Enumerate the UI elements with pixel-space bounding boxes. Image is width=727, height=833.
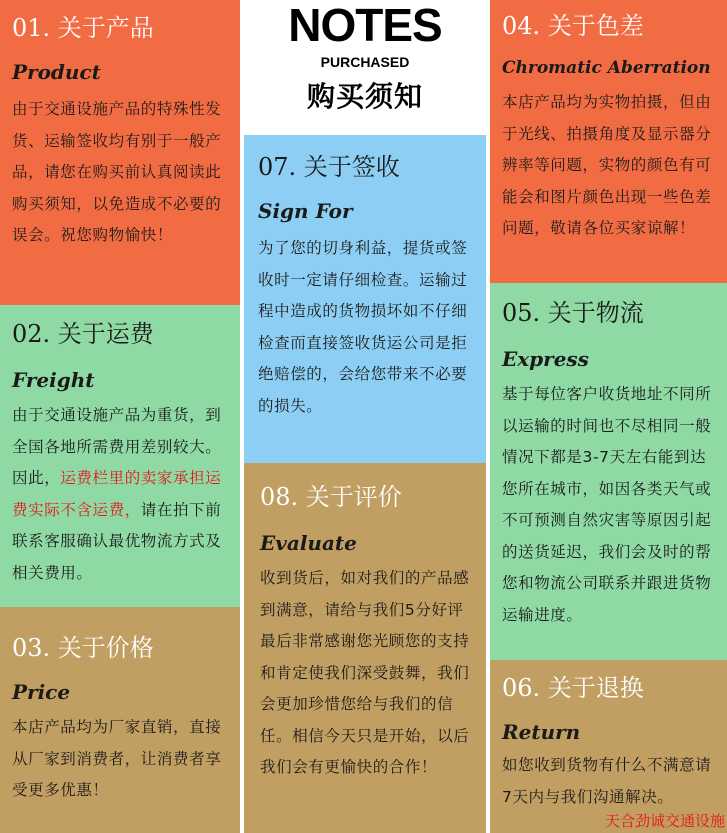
card-body: 本店产品均为实物拍摄，但由于光线、拍摄角度及显示器分辨率等问题，实物的颜色有可能会和图片颜色出现一些色差问题，敬请各位买家谅解！ (502, 93, 712, 237)
card-heading: 03. 关于价格 (12, 634, 154, 662)
card-english-title: Sign For (258, 199, 353, 223)
title-block (244, 0, 486, 135)
purchased-subtitle: PURCHASED (320, 54, 410, 70)
card-heading: 02. 关于运费 (12, 320, 154, 348)
card-body: 基于每位客户收货地址不同所以运输的时间也不尽相同一般情况下都是3-7天左右能到达您所在城市，如因各类天气或不可预测自然灾害等原因引起的送货延迟，我们会及时的帮您和物流公司联系并跟进货物运输进度。 (502, 385, 712, 624)
card-english-title: Freight (12, 368, 95, 392)
card-heading: 08. 关于评价 (260, 483, 402, 511)
card-express (490, 283, 727, 660)
notes-title: NOTES (288, 0, 442, 51)
card-heading: 07. 关于签收 (258, 153, 400, 181)
card-body: 如您收到货物有什么不满意请7天内与我们沟通解决。 (502, 756, 712, 806)
body-text: 由于交通设施产品为重货，到全国各地所需费用差别较大。因此， (12, 406, 222, 487)
card-english-title: Chromatic Aberration (502, 58, 711, 78)
card-freight (0, 305, 240, 607)
card-heading: 06. 关于退换 (502, 674, 644, 702)
card-sign-for (244, 135, 486, 463)
watermark: 天合劲诚交通设施 (604, 812, 725, 830)
card-heading: 04. 关于色差 (502, 12, 644, 40)
card-english-title: Evaluate (260, 531, 357, 555)
card-body: 收到货后，如对我们的产品感到满意，请给与我们5分好评最后非常感谢您光顾您的支持和肯定使我们深受鼓舞，我们会更加珍惜您给与我们的信任。相信今天只是开始，以后我们会有更愉快的合作！ (260, 569, 470, 776)
card-price (0, 607, 240, 833)
body-text: 请在拍下前联系客服确认最优物流方式及相关费用。 (12, 500, 222, 582)
card-english-title: Return (502, 720, 581, 744)
card-color (490, 0, 727, 283)
card-english-title: Product (12, 60, 101, 84)
card-heading: 01. 关于产品 (12, 14, 154, 42)
card-return (490, 660, 727, 833)
card-body: 本店产品均为厂家直销，直接从厂家到消费者，让消费者享受更多优惠！ (12, 718, 222, 799)
card-evaluate (244, 463, 486, 833)
card-english-title: Price (12, 680, 71, 704)
card-heading: 05. 关于物流 (502, 299, 644, 327)
card-english-title: Express (502, 347, 589, 371)
card-product (0, 0, 240, 305)
card-body: 由于交通设施产品的特殊性发货、运输签收均有别于一般产品，请您在购买前认真阅读此购买须知，以免造成不必要的误会。祝您购物愉快！ (12, 100, 222, 244)
purchase-notice-title: 购买须知 (306, 80, 423, 113)
card-body: 为了您的切身利益，提货或签收时一定请仔细检查。运输过程中造成的货物损坏如不仔细检查而直接签收货运公司是拒绝赔偿的，会给您带来不必要的损失。 (258, 239, 468, 415)
freight-highlight-text: 运费栏里的卖家承担运费实际不含运费， (12, 469, 222, 519)
card-body (12, 400, 230, 589)
